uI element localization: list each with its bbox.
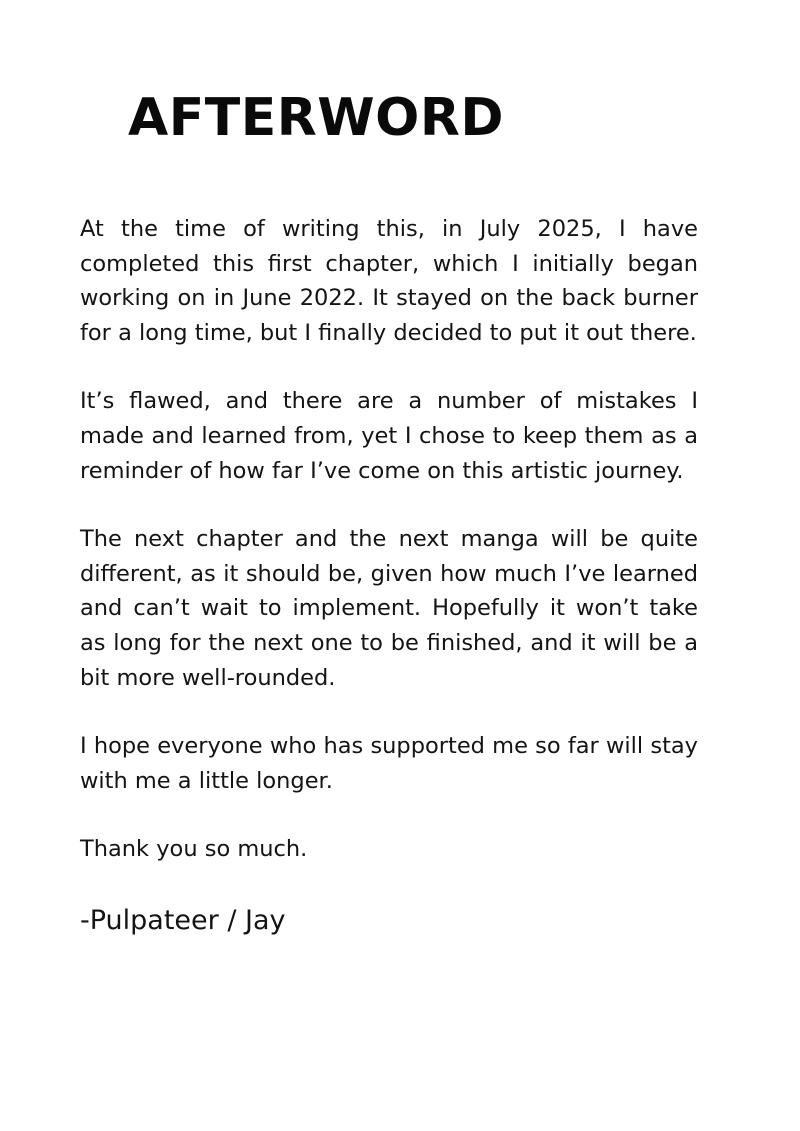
paragraph-thanks: Thank you so much. — [80, 836, 308, 863]
author-signature: -Pulpateer / Jay — [80, 904, 286, 936]
paragraph-writing-date: At the time of writing this, in July 2025, I have completed this first chapter, which I initially began working on in June 2022. It stayed on the back burner for a long time, but I finally decided to put it out there. — [80, 216, 698, 346]
paragraph-next-chapter: The next chapter and the next manga will be quite different, as it should be, given how much I’ve learned and can’t wait to implement. Hopefully it won’t take as long for the next one to be finished, and it will be a bit more well-rounded. — [80, 526, 698, 691]
paragraph-flaws: It’s flawed, and there are a number of mistakes I made and learned from, yet I chose to keep them as a reminder of how far I’ve come on this artistic journey. — [80, 388, 698, 484]
page-title: AFTERWORD — [128, 88, 505, 148]
paragraph-supporters: I hope everyone who has supported me so far will stay with me a little longer. — [80, 733, 698, 794]
afterword-body — [80, 212, 698, 941]
